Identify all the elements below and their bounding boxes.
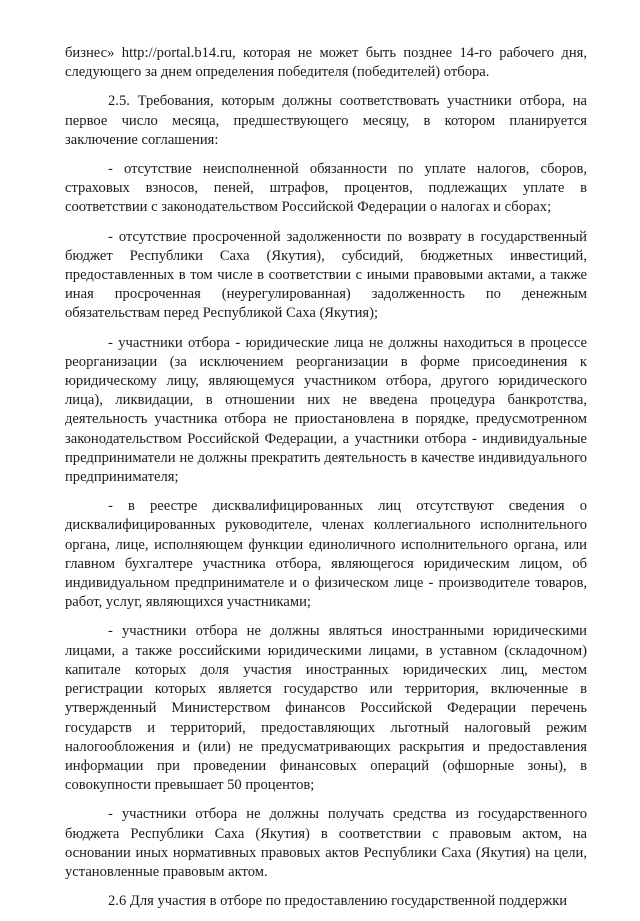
document-body (65, 44, 587, 921)
paragraph-requirement-foreign: - участники отбора не должны являться иностранными юридическими лицами, а также российскими юридическими лицами, в уставном (складочном) капитале которых доля участия иностранных юридических лиц, местом регистрации которых является государство или территория, включенные в утвержденный Министерством финансов Российской Федерации перечень государств и территорий, предоставляющих льготный налоговый режим налогообложения и (или) не предусматривающих раскрытия и предоставления информации при проведении финансовых операций (офшорные зоны), в совокупности превышает 50 процентов; (65, 623, 587, 794)
paragraph-section-2-5: 2.5. Требования, которым должны соответствовать участники отбора, на первое число месяца, предшествующего месяцу, в котором планируется заключение соглашения: (65, 93, 587, 148)
paragraph-continuation: бизнес» http://portal.b14.ru, которая не может быть позднее 14-го рабочего дня, следующего за днем определения победителя (победителей) отбора. (65, 45, 587, 81)
paragraph-section-2-6: 2.6 Для участия в отборе по предоставлению государственной поддержки (108, 893, 568, 910)
paragraph-requirement-funds: - участники отбора не должны получать средства из государственного бюджета Республики Саха (Якутия) в соответствии с правовым актом, на основании иных нормативных правовых актов Республики Саха (Якутия) на цели, установленные правовым актом. (65, 806, 587, 880)
paragraph-requirement-taxes: - отсутствие неисполненной обязанности по уплате налогов, сборов, страховых взносов, пеней, штрафов, процентов, подлежащих уплате в соответствии с законодательством Российской Федерации о налогах и сборах; (65, 161, 587, 216)
paragraph-requirement-reorganization: - участники отбора - юридические лица не должны находиться в процессе реорганизации (за исключением реорганизации в форме присоединения к юридическому лицу, являющемуся участником отбора, другого юридического лица), ликвидации, в отношении них не введена процедура банкротства, деятельность участника отбора не приостановлена в порядке, предусмотренном законодательством Российской Федерации, а участники отбора - индивидуальные предприниматели не должны прекратить деятельность в качестве индивидуального предпринимателя; (65, 334, 587, 486)
paragraph-requirement-disqualified: - в реестре дисквалифицированных лиц отсутствуют сведения о дисквалифицированных руководителе, членах коллегиального исполнительного органа, лице, исполняющем функции единоличного исполнительного органа, или главном бухгалтере участника отбора, являющегося юридическим лицом, об индивидуальном предпринимателе и о физическом лице - производителе товаров, работ, услуг, являющихся участниками; (65, 498, 587, 611)
paragraph-requirement-debt: - отсутствие просроченной задолженности по возврату в государственный бюджет Республики Саха (Якутия), субсидий, бюджетных инвестиций, предоставленных в том числе в соответствии с иными правовыми актами, а также иная просроченная (неурегулированная) задолженность по денежным обязательствам перед Республикой Саха (Якутия); (65, 228, 587, 322)
